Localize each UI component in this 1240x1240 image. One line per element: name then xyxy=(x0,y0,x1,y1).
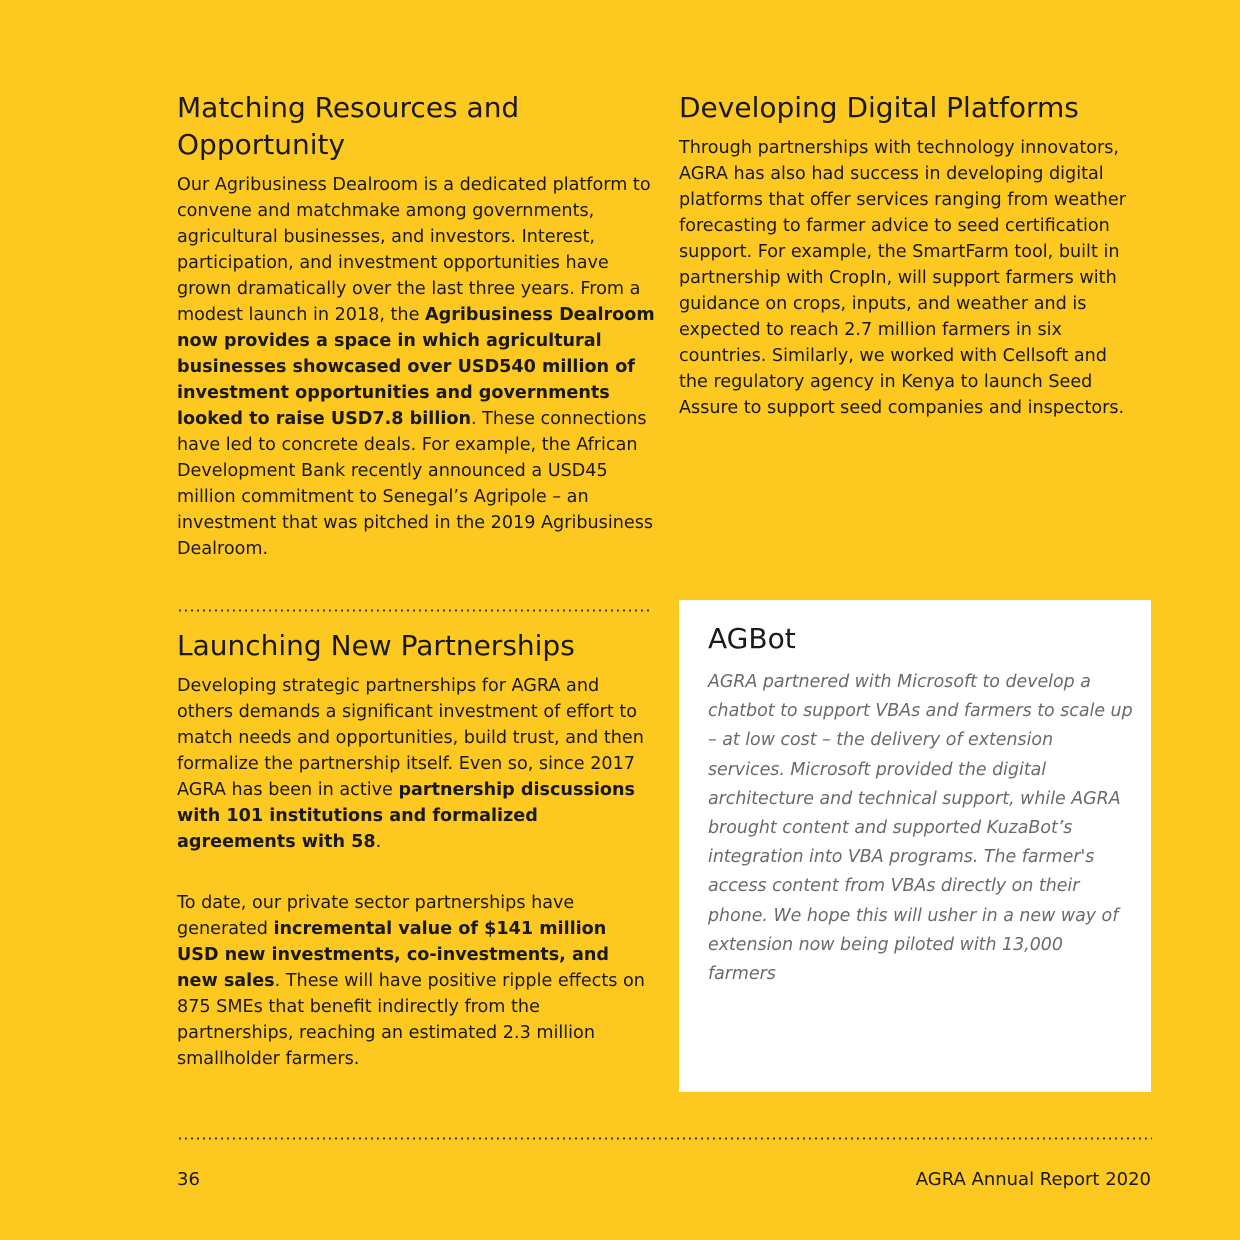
paragraph-partnerships xyxy=(177,673,647,855)
private-sector-text: To date, our private sector partnerships have generated xyxy=(177,893,575,939)
page-number: 36 xyxy=(177,1169,200,1190)
partnerships-text-end: . xyxy=(375,832,382,852)
dealroom-text-end: . These connections have led to concrete deals. For example, the African Development Bank recently announced a USD45 million commitment to Senegal’s Agripole – an investment that was pitched in the 2019 Agribusiness Dealroom. xyxy=(177,409,654,559)
dealroom-text-bold: Agribusiness Dealroom now provides a space in which agricultural businesses showcased over USD540 million of investment opportunities and governments looked to raise USD7.8 billion xyxy=(177,305,655,429)
partnerships-text: Developing strategic partnerships for AGRA and others demands a significant investment of effort to match needs and opportunities, build trust, and then formalize the partnership itself. Even so, since 2017 AGRA has been in active xyxy=(177,676,644,800)
private-sector-text-bold: incremental value of $141 million USD new investments, co-investments, and new sales xyxy=(177,919,609,991)
section-new-partnerships xyxy=(177,627,647,1072)
section-digital-platforms xyxy=(679,89,1139,421)
heading-digital-platforms: Developing Digital Platforms xyxy=(679,91,1079,124)
agbot-callout-box xyxy=(679,600,1151,1092)
section-matching-resources xyxy=(177,89,655,562)
divider-dotted-footer xyxy=(177,1137,1152,1140)
agbot-text: AGRA partnered with Microsoft to develop a chatbot to support VBAs and farmers to scale up – at low cost – the delivery of extension services. Microsoft provided the digital architecture and technical support, while AGRA brought content and supported KuzaBot’s integration into VBA programs. The farmer's access content from VBAs directly on their phone. We hope this will usher in a new way of extension now being piloted with 13,000 farmers xyxy=(708,672,1133,985)
paragraph-digital-platforms: Through partnerships with technology innovators, AGRA has also had success in developing digital platforms that offer services ranging from weather forecasting to farmer advice to seed certification support. For example, the SmartFarm tool, built in partnership with CropIn, will support farmers with guidance on crops, inputs, and weather and is expected to reach 2.7 million farmers in six countries. Similarly, we worked with Cellsoft and the regulatory agency in Kenya to launch Seed Assure to support seed companies and inspectors. xyxy=(679,138,1126,418)
divider-dotted-left xyxy=(177,609,651,612)
heading-matching-resources: Matching Resources and Opportunity xyxy=(177,91,520,161)
partnerships-text-bold: partnership discussions with 101 institutions and formalized agreements with 58 xyxy=(177,780,635,852)
agbot-heading: AGBot xyxy=(708,622,796,655)
paragraph-dealroom xyxy=(177,172,655,562)
dealroom-text: Our Agribusiness Dealroom is a dedicated platform to convene and matchmake among governments, agricultural businesses, and investors. Interest, participation, and investment opportunities have grown dramatically over the last three years. From a modest launch in 2018, the xyxy=(177,175,651,325)
report-title: AGRA Annual Report 2020 xyxy=(915,1169,1151,1190)
heading-new-partnerships: Launching New Partnerships xyxy=(177,629,575,662)
paragraph-private-sector xyxy=(177,890,647,1072)
private-sector-text-end: . These will have positive ripple effects on 875 SMEs that benefit indirectly from the partnerships, reaching an estimated 2.3 million smallholder farmers. xyxy=(177,971,645,1069)
